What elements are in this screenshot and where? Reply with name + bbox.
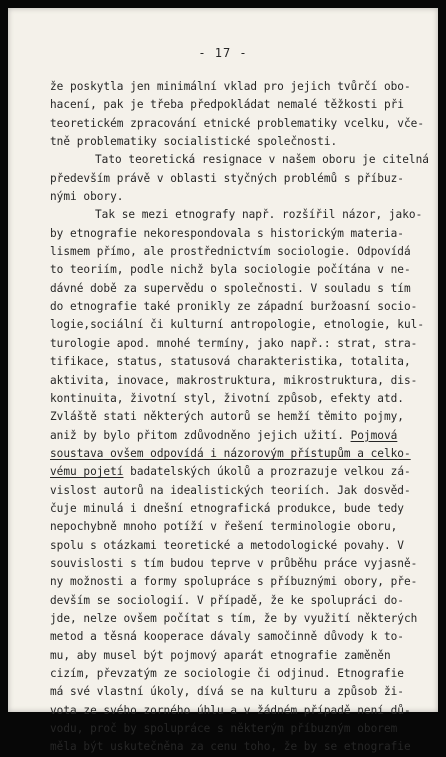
text-line [50,96,416,114]
text-segment: vodu, proč by spolupráce s některým příbuzným oborem [50,722,398,736]
text-line [50,628,416,646]
text-segment: to teoriím, podle nichž byla sociologie počítána v ne- [50,263,411,277]
text-line [50,170,416,188]
text-line [50,647,416,665]
underlined-text: vému pojetí [50,465,124,479]
text-line [50,683,416,701]
page-number: - 17 - [198,46,248,60]
text-segment: především právě v oblasti styčných problémů s příbuz- [50,171,404,185]
text-line [50,518,416,536]
text-line [50,188,416,206]
text-line [50,445,416,463]
text-line [50,225,416,243]
text-line [50,316,425,334]
text-segment: vota ze svého zorného úhlu a v žádném případě není dů- [50,703,411,717]
text-segment: dávné době za supervědu o společnosti. V souladu s tím [50,281,411,295]
text-segment: kontinuita, životní styl, životní způsob, efekty atd. [50,391,404,405]
text-segment: lismem přímo, ale prostřednictvím sociologie. Odpovídá [50,245,411,259]
text-segment: logie,sociální či kulturní antropologie, etnologie, kul- [50,318,425,332]
text-segment: má své vlastní úkoly, dívá se na kulturu a způsob ži- [50,685,404,699]
text-segment: souvislosti s tím budou teprve v průběhu práce vyjasně- [50,556,418,570]
text-line [50,610,416,628]
text-segment: mu, aby musel být pojmový aparát etnografie zaměněn [50,648,391,662]
text-segment: Tato teoretická resignace v našem oboru je citelná [95,153,429,167]
text-line [50,390,416,408]
text-line [50,537,416,555]
text-segment: do etnografie také pronikly ze západní buržoasní socio- [50,300,418,314]
text-segment: že poskytla jen minimální vklad pro jejich tvůrčí obo- [50,80,411,93]
text-line [50,115,425,133]
text-line [50,78,416,96]
document-page [8,8,438,754]
text-segment: měla být uskutečněna za cenu toho, že by se etnografie [50,740,411,754]
text-segment: Zvláště stati některých autorů se hemží těmito pojmy, [50,410,404,424]
text-line [50,298,416,316]
text-line [50,353,416,371]
text-segment: aktivita, inovace, makrostruktura, mikrostruktura, dis- [50,373,418,387]
text-line [50,702,416,720]
body-text [50,78,429,757]
text-segment: spolu s otázkami teoretické a metodologické povahy. V [50,538,404,552]
underlined-text: Pojmová [350,428,398,442]
text-segment: nepochybně mnoho potíží v řešení terminologie oboru, [50,520,398,534]
text-segment: tifikace, status, statusová charakteristika, totalita, [50,355,411,369]
text-line [50,573,416,591]
text-segment: hacení, pak je třeba předpokládat nemalé těžkosti při [50,98,404,112]
text-line [50,500,416,518]
text-segment: čuje minulá i dnešní etnografická produkce, bude tedy [50,501,404,515]
text-segment: metod a těsná kooperace dávaly samočinně důvody k to- [50,630,404,644]
text-segment: badatelských úkolů a prozrazuje velkou zá- [123,465,411,479]
text-segment: jde, nelze ovšem počítat s tím, že by využití některých [50,611,418,625]
text-segment: Tak se mezi etnografy např. rozšířil názor, jako- [95,208,423,222]
text-line [50,592,416,610]
text-line [50,335,416,353]
text-segment: nými obory. [50,190,124,204]
text-line [50,408,416,426]
text-segment: vislost autorů na idealistických teoriích. Jak dosvěd- [50,483,411,497]
text-line [50,372,416,390]
text-line [50,720,416,738]
text-segment: by etnografie nekorespondovala s historickým materia- [50,226,404,240]
text-line [50,151,429,169]
text-line [50,427,416,445]
text-line [50,555,416,573]
text-line [50,665,416,683]
underlined-text: soustava ovšem odpovídá i názorovým přístupům a celko- [50,446,411,460]
text-line [50,133,416,151]
text-line [50,243,416,261]
text-segment: teoretickém zpracování etnické problematiky vcelku, vče- [50,116,425,130]
text-line [50,206,423,224]
text-segment: devším se sociologií. V případě, že ke spolupráci do- [50,593,404,607]
text-segment: aniž by bylo přitom zdůvodněno jejich užití. [50,428,351,442]
text-line [50,280,416,298]
text-line [50,261,416,279]
text-line [50,482,416,500]
text-line [50,738,416,756]
text-segment: cizím, převzatým ze sociologie či odjinud. Etnografie [50,667,404,680]
text-segment: tně problematiky socialistické společnosti. [50,135,338,149]
text-segment: ny možnosti a formy spolupráce s příbuznými obory, pře- [50,575,418,589]
text-segment: turologie apod. mnohé termíny, jako např.: strat, stra- [50,336,418,350]
text-line [50,463,416,481]
